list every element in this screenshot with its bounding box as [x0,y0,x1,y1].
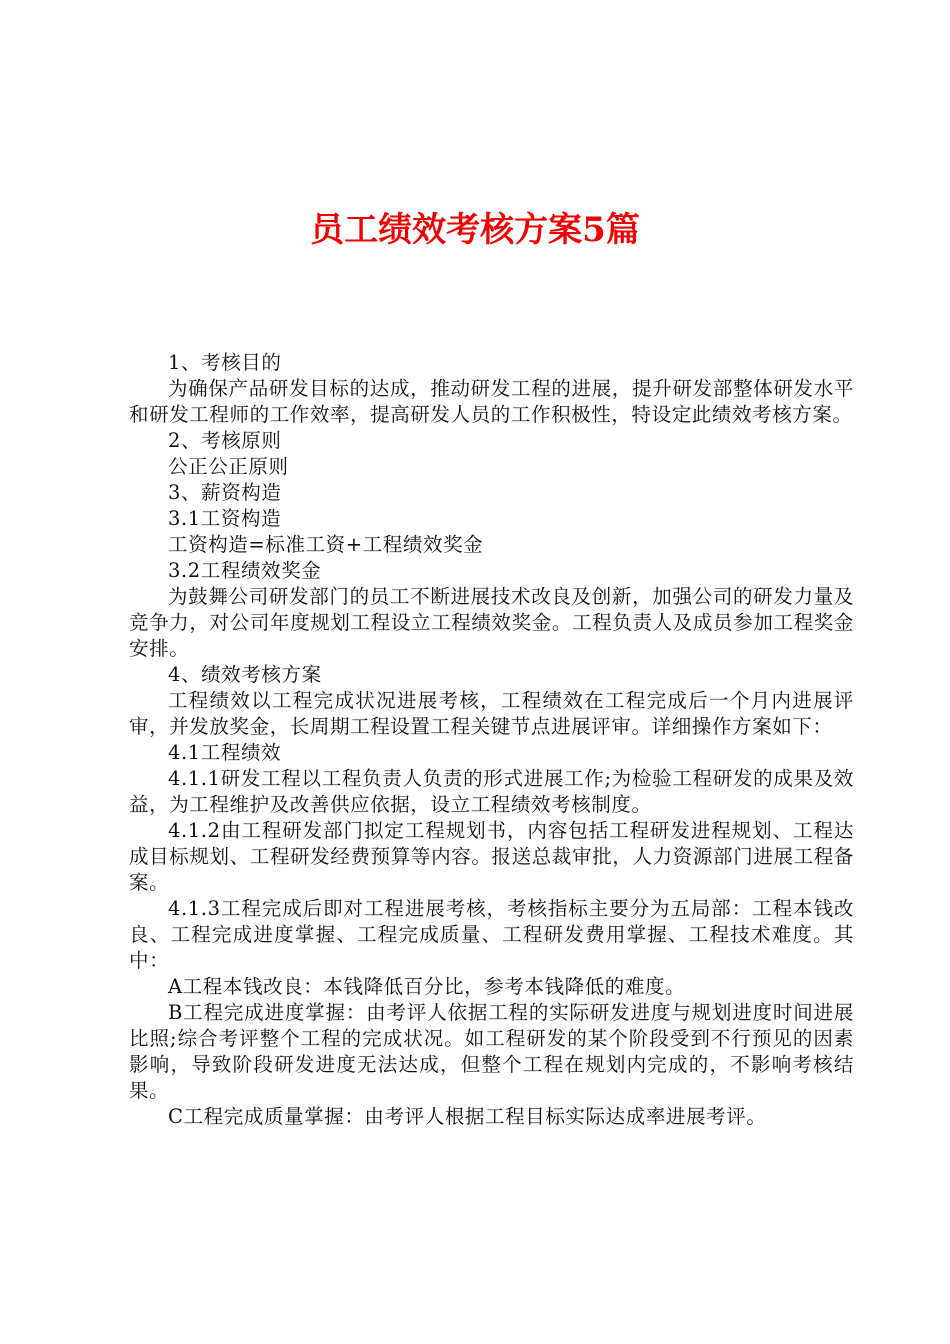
document-title: 员工绩效考核方案5篇 [310,210,640,250]
paragraph: C工程完成质量掌握：由考评人根据工程目标实际达成率进展考评。 [168,1105,767,1128]
paragraph: 为确保产品研发目标的达成，推动研发工程的进展，提升研发部整体研发水平和研发工程师的工作效率，提高研发人员的工作积极性，特设定此绩效考核方案。 [129,377,854,426]
section-heading: 2、考核原则 [168,429,282,452]
section-heading: 1、考核目的 [168,351,282,374]
paragraph: 工程绩效以工程完成状况进展考核，工程绩效在工程完成后一个月内进展评审，并发放奖金，长周期工程设置工程关键节点进展评审。详细操作方案如下： [129,689,854,738]
paragraph: 公正公正原则 [168,455,289,478]
paragraph: 为鼓舞公司研发部门的员工不断进展技术改良及创新，加强公司的研发力量及竞争力，对公司年度规划工程设立工程绩效奖金。工程负责人及成员参加工程奖金安排。 [129,585,854,660]
paragraph: 4.1.2由工程研发部门拟定工程规划书，内容包括工程研发进程规划、工程达成目标规划、工程研发经费预算等内容。报送总裁审批，人力资源部门进展工程备案。 [129,819,854,894]
paragraph: 4.1.1研发工程以工程负责人负责的形式进展工作;为检验工程研发的成果及效益，为工程维护及改善供应依据，设立工程绩效考核制度。 [129,767,854,816]
document-body [129,350,854,1130]
subsection-heading: 3.1工资构造 [168,507,282,530]
subsection-heading: 4.1工程绩效 [168,741,282,764]
section-heading: 4、绩效考核方案 [168,663,322,686]
paragraph: 4.1.3工程完成后即对工程进展考核，考核指标主要分为五局部：工程本钱改良、工程完成进度掌握、工程完成质量、工程研发费用掌握、工程技术难度。其中： [129,897,854,972]
paragraph: 工资构造=标准工资+工程绩效奖金 [168,533,484,556]
paragraph: B工程完成进度掌握：由考评人依据工程的实际研发进度与规划进度时间进展比照;综合考评整个工程的完成状况。如工程研发的某个阶段受到不行预见的因素影响，导致阶段研发进度无法达成，但整个工程在规划内完成的，不影响考核结果。 [129,1001,854,1102]
section-heading: 3、薪资构造 [168,481,282,504]
subsection-heading: 3.2工程绩效奖金 [168,559,322,582]
paragraph: A工程本钱改良：本钱降低百分比，参考本钱降低的难度。 [168,975,686,998]
